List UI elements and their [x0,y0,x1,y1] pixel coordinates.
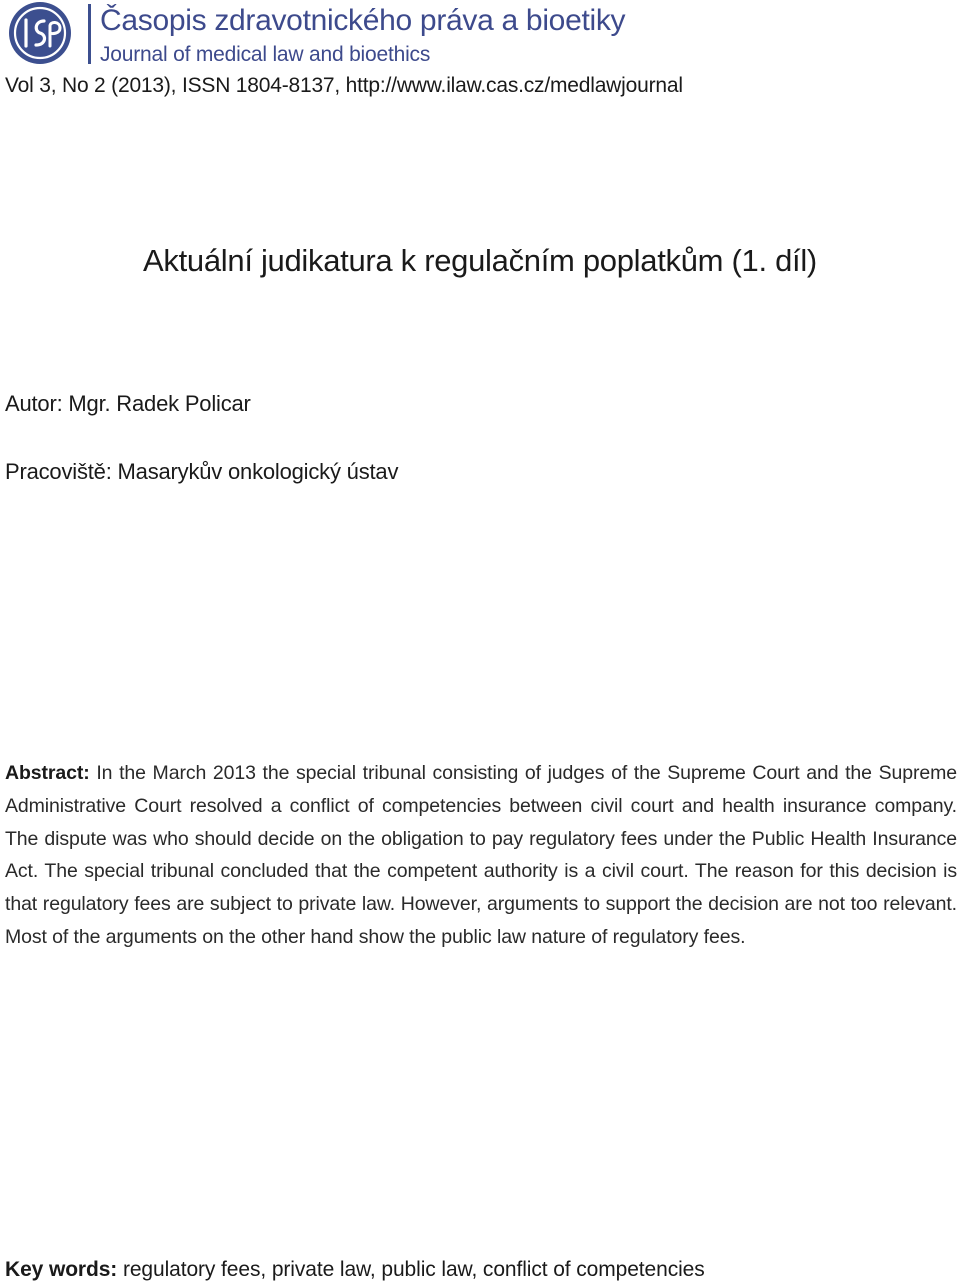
journal-masthead [4,0,704,68]
masthead-divider [88,4,91,64]
workplace-label: Pracoviště: [5,459,112,484]
keywords-label: Key words: [5,1258,118,1281]
workplace-line [5,458,398,486]
abstract-paragraph [5,757,957,954]
isp-logo-icon [4,0,76,66]
article-title: Aktuální judikatura k regulačním poplatkům (1. díl) [143,243,817,278]
author-label: Autor: [5,391,63,416]
abstract-label: Abstract: [5,762,90,784]
abstract-text: In the March 2013 the special tribunal consisting of judges of the Supreme Court and the Supreme Administrative Court resolved a conflict of competencies between civil court and health insurance company. The dispute was who should decide on the obligation to pay regulatory fees under the Public Health Insurance Act. The special tribunal concluded that the competent authority is a civil court. The reason for this decision is that regulatory fees are subject to private law. However, arguments to support the decision are not too relevant. Most of the arguments on the other hand show the public law nature of regulatory fees. [5,762,957,948]
author-name: Mgr. Radek Policar [62,391,251,416]
journal-title-english: Journal of medical law and bioethics [100,43,431,66]
issue-citation-line: Vol 3, No 2 (2013), ISSN 1804-8137, http://www.ilaw.cas.cz/medlawjournal [5,74,683,97]
workplace-name: Masarykův onkologický ústav [111,459,399,484]
keywords-line [5,1255,705,1285]
author-line [5,390,251,418]
keywords-text: regulatory fees, private law, public law, conflict of competencies [117,1258,705,1281]
journal-title-czech: Časopis zdravotnického práva a bioetiky [100,4,626,37]
